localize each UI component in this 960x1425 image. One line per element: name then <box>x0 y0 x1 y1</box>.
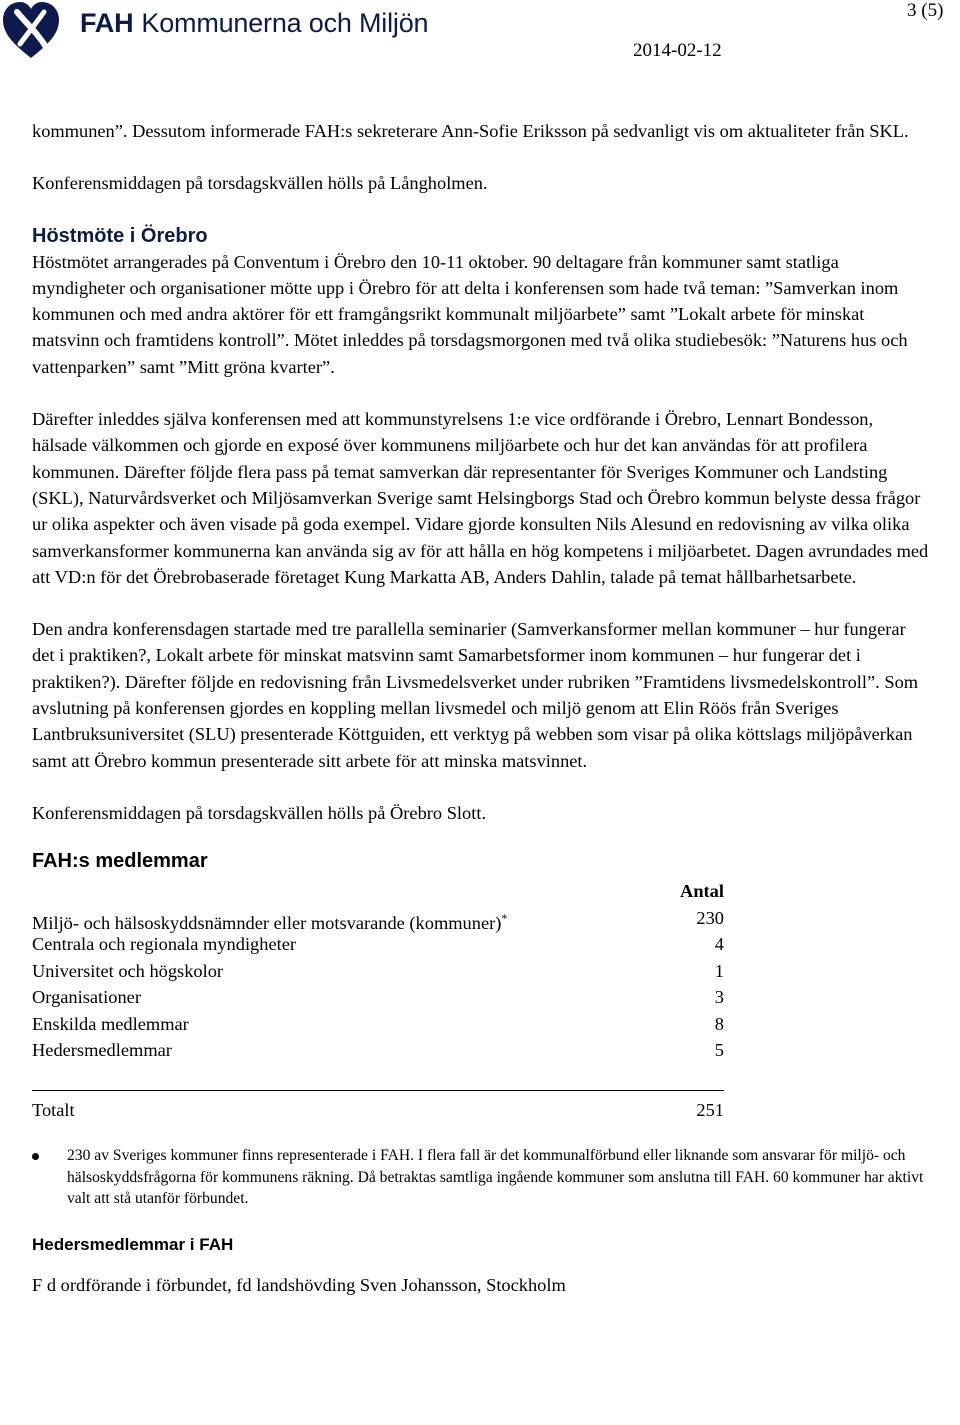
paragraph-conference-day2: Den andra konferensdagen startade med tre parallella seminarier (Samverkansformer mellan kommuner – hur fungerar det i praktiken?, Lokalt arbete för minskat matsvinn samt Samarbetsformer inom kommunen – hur fungerar det i praktiken?). Därefter följde en redovisning från Livsmedelsverket under rubriken ”Framtidens livsmedelskontroll”. Som avslutning på konferensen gjordes en koppling mellan livsmedel och miljö genom att Elin Röös från Sveriges Lantbruksuniversitet (SLU) presenterade Köttguiden, ett verktyg på webben som visar på olika köttslags miljöpåverkan samt att Örebro kommun presenterade sitt arbete för att minska matsvinnet. <box>32 619 919 771</box>
footnote <box>32 1145 927 1210</box>
row-label: Centrala och regionala myndigheter <box>32 934 297 955</box>
row-label: Miljö- och hälsoskyddsnämnder eller motsvarande (kommuner)* <box>32 910 508 933</box>
heading-hostmote-orebro: Höstmöte i Örebro <box>32 224 208 247</box>
paragraph-hostmote: Höstmötet arrangerades på Conventum i Örebro den 10-11 oktober. 90 deltagare från kommuner samt statliga myndigheter och organisationer mötte upp i Örebro för att delta i konferensen som hade två teman: ”Samverkan inom kommunen och med andra aktörer för ett framgångsrikt kommunalt miljöarbete” samt ”Lokalt arbete för minskat matsvinn och framtidens kontroll”. Mötet inleddes på torsdagsmorgonen med två olika studiebesök: ”Naturens hus och vattenparken” samt ”Mitt gröna kvarter”. <box>32 251 908 377</box>
honorary-member-line: F d ordförande i förbundet, fd landshövding Sven Johansson, Stockholm <box>32 1274 566 1295</box>
row-count: 4 <box>714 934 724 955</box>
table-header-row <box>32 878 724 905</box>
page-header <box>0 0 960 70</box>
bullet-icon <box>32 1153 39 1160</box>
table-divider <box>32 1090 724 1091</box>
heart-shaped-logo-icon <box>0 0 62 62</box>
row-label: Organisationer <box>32 987 141 1008</box>
heading-members: FAH:s medlemmar <box>32 850 208 873</box>
header-title <box>80 8 428 39</box>
row-label: Hedersmedlemmar <box>32 1040 172 1061</box>
page-number: 3 (5) <box>907 0 944 21</box>
paragraph-dinner-langholmen: Konferensmiddagen på torsdagskvällen hölls på Långholmen. <box>32 173 488 194</box>
header-date: 2014-02-12 <box>633 40 722 61</box>
row-count: 1 <box>714 960 724 981</box>
total-label: Totalt <box>32 1099 75 1120</box>
table-row <box>32 984 724 1011</box>
paragraph-intro: kommunen”. Dessutom informerade FAH:s sekreterare Ann-Sofie Eriksson på sedvanligt vis om aktualiteter från SKL. <box>32 121 909 141</box>
column-header-count: Antal <box>680 881 724 902</box>
table-row <box>32 1011 724 1038</box>
paragraph-dinner-orebro-slott: Konferensmiddagen på torsdagskvällen hölls på Örebro Slott. <box>32 802 487 823</box>
paragraph-conference-day1: Därefter inleddes själva konferensen med att kommunstyrelsens 1:e vice ordförande i Örebro, Lennart Bondesson, hälsade välkommen och gjorde en exposé över kommunens miljöarbete och hur det kan användas för att profilera kommunen. Därefter följde flera pass på temat samverkan där representanter för Sveriges Kommuner och Landsting (SKL), Naturvårdsverket och Miljösamverkan Sverige samt Helsingborgs Stad och Örebro kommun belyste dessa frågor ur olika aspekter och även visade på goda exempel. Vidare gjorde konsulten Nils Alesund en redovisning av vilka olika samverkansformer kommunerna kan använda sig av för att hålla en hög kompetens i miljöarbetet. Dagen avrundades med att VD:n för det Örebrobaserade företaget Kung Markatta AB, Anders Dahlin, talade på temat hållbarhetsarbete. <box>32 409 929 587</box>
row-count: 8 <box>714 1013 724 1034</box>
members-table <box>32 878 724 1123</box>
table-row <box>32 1037 724 1064</box>
table-row <box>32 931 724 958</box>
table-row <box>32 905 724 932</box>
row-count: 230 <box>696 907 724 928</box>
publication-title: Kommunerna och Miljön <box>141 8 429 38</box>
row-count: 3 <box>714 987 724 1008</box>
table-total-row <box>32 1097 724 1124</box>
org-abbreviation: FAH <box>80 8 134 38</box>
document-body <box>32 118 932 1298</box>
row-count: 5 <box>714 1040 724 1061</box>
heading-honorary-members: Hedersmedlemmar i FAH <box>32 1234 234 1254</box>
footnote-text: 230 av Sveriges kommuner finns representerade i FAH. I flera fall är det kommunalförbund eller liknande som ansvarar för miljö- och hälsoskyddsfrågorna för kommunens räkning. Då betraktas samtliga ingående kommuner som anslutna till FAH. 60 kommuner har aktivt valt att stå utanför förbundet. <box>67 1147 924 1208</box>
total-count: 251 <box>696 1099 724 1120</box>
table-row <box>32 958 724 985</box>
row-label: Enskilda medlemmar <box>32 1013 189 1034</box>
row-label: Universitet och högskolor <box>32 960 224 981</box>
